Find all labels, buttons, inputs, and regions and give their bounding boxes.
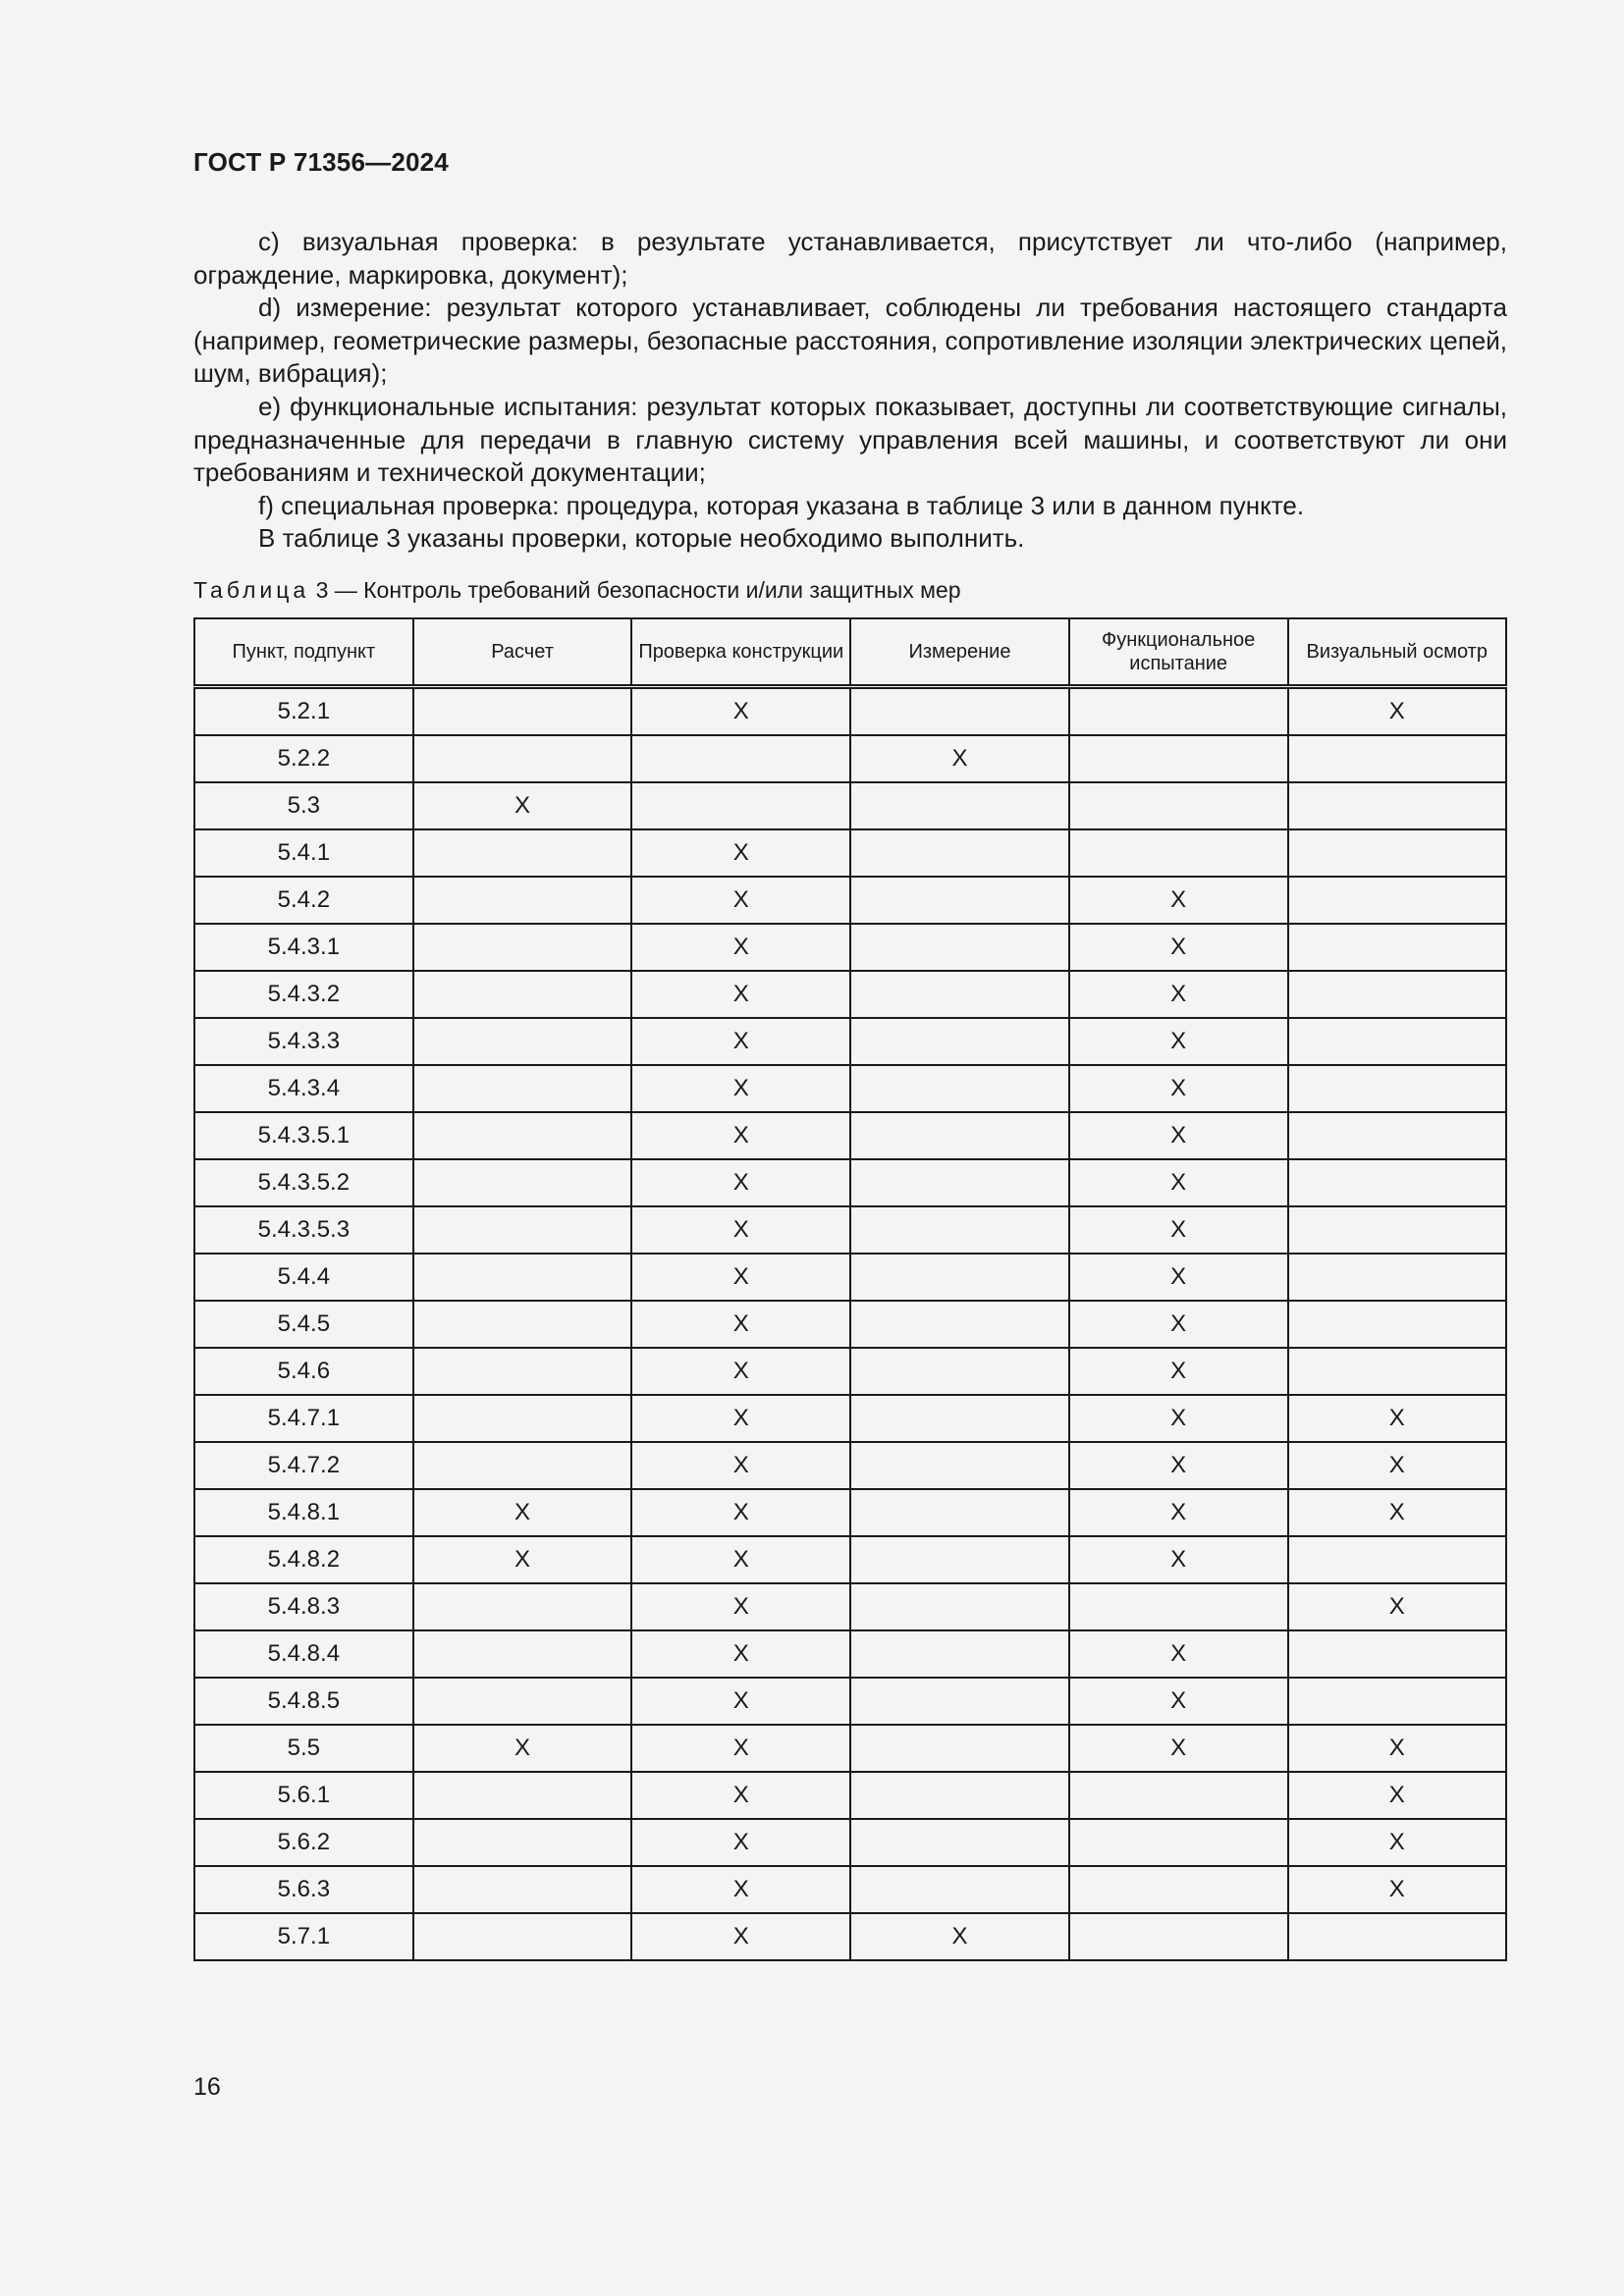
table-row [194, 1254, 1506, 1301]
cell-visual-inspection [1288, 1112, 1506, 1159]
cell-visual-inspection: X [1288, 1442, 1506, 1489]
cell-functional-test: X [1069, 877, 1288, 924]
cell-measurement [850, 782, 1069, 829]
cell-calculation [413, 1866, 632, 1913]
cell-functional-test: X [1069, 1395, 1288, 1442]
cell-clause: 5.4.3.5.1 [194, 1112, 413, 1159]
cell-design-check: X [631, 1630, 850, 1678]
table-row [194, 971, 1506, 1018]
cell-design-check: X [631, 1254, 850, 1301]
cell-clause: 5.4.3.5.3 [194, 1206, 413, 1254]
table-row [194, 1489, 1506, 1536]
cell-visual-inspection [1288, 1206, 1506, 1254]
cell-clause: 5.7.1 [194, 1913, 413, 1960]
cell-measurement [850, 1112, 1069, 1159]
cell-clause: 5.6.1 [194, 1772, 413, 1819]
cell-visual-inspection: X [1288, 687, 1506, 736]
cell-calculation [413, 687, 632, 736]
cell-measurement [850, 1442, 1069, 1489]
cell-functional-test [1069, 735, 1288, 782]
cell-visual-inspection: X [1288, 1866, 1506, 1913]
cell-design-check: X [631, 1018, 850, 1065]
cell-functional-test: X [1069, 1630, 1288, 1678]
cell-calculation [413, 1254, 632, 1301]
paragraph-c: c) визуальная проверка: в результате устанавливается, присутствует ли что-либо (например, ограждение, маркировка, документ); [193, 227, 1507, 290]
cell-calculation [413, 735, 632, 782]
cell-clause: 5.4.8.1 [194, 1489, 413, 1536]
cell-calculation [413, 971, 632, 1018]
cell-measurement [850, 1819, 1069, 1866]
cell-visual-inspection [1288, 1159, 1506, 1206]
cell-calculation: X [413, 1536, 632, 1583]
cell-functional-test: X [1069, 1678, 1288, 1725]
cell-clause: 5.4.3.2 [194, 971, 413, 1018]
cell-functional-test: X [1069, 1536, 1288, 1583]
cell-measurement [850, 1254, 1069, 1301]
cell-measurement [850, 1725, 1069, 1772]
cell-measurement [850, 1018, 1069, 1065]
cell-calculation: X [413, 782, 632, 829]
cell-measurement [850, 1583, 1069, 1630]
cell-design-check: X [631, 1536, 850, 1583]
cell-functional-test: X [1069, 1159, 1288, 1206]
table-caption-word: Таблица [193, 577, 310, 603]
cell-calculation [413, 1301, 632, 1348]
cell-design-check: X [631, 687, 850, 736]
cell-measurement [850, 1489, 1069, 1536]
table-row [194, 1772, 1506, 1819]
cell-clause: 5.6.2 [194, 1819, 413, 1866]
cell-functional-test [1069, 782, 1288, 829]
table-row [194, 1065, 1506, 1112]
cell-measurement [850, 1301, 1069, 1348]
cell-functional-test [1069, 1819, 1288, 1866]
cell-design-check: X [631, 1065, 850, 1112]
cell-functional-test: X [1069, 1489, 1288, 1536]
cell-design-check: X [631, 1442, 850, 1489]
cell-clause: 5.2.1 [194, 687, 413, 736]
cell-visual-inspection: X [1288, 1395, 1506, 1442]
page-number: 16 [193, 2073, 221, 2101]
cell-calculation [413, 1206, 632, 1254]
cell-measurement [850, 687, 1069, 736]
table-row [194, 687, 1506, 736]
table-row [194, 1536, 1506, 1583]
cell-calculation [413, 1348, 632, 1395]
cell-visual-inspection [1288, 877, 1506, 924]
cell-calculation [413, 1583, 632, 1630]
table-row [194, 924, 1506, 971]
cell-calculation [413, 1018, 632, 1065]
cell-functional-test [1069, 829, 1288, 877]
cell-measurement [850, 1065, 1069, 1112]
requirements-table [193, 617, 1507, 1961]
cell-functional-test [1069, 1583, 1288, 1630]
cell-visual-inspection [1288, 1301, 1506, 1348]
cell-design-check: X [631, 1913, 850, 1960]
cell-visual-inspection [1288, 1254, 1506, 1301]
cell-visual-inspection [1288, 1065, 1506, 1112]
cell-clause: 5.6.3 [194, 1866, 413, 1913]
cell-measurement [850, 829, 1069, 877]
cell-functional-test: X [1069, 1206, 1288, 1254]
cell-measurement [850, 1536, 1069, 1583]
cell-calculation [413, 1678, 632, 1725]
cell-measurement: X [850, 735, 1069, 782]
cell-visual-inspection: X [1288, 1489, 1506, 1536]
cell-design-check: X [631, 1112, 850, 1159]
cell-calculation [413, 1112, 632, 1159]
paragraph-d: d) измерение: результат которого устанавливает, соблюдены ли требования настоящего стандарта (например, геометрические размеры, безопасные расстояния, сопротивление изоляции электрических цепей, шум, вибрация); [193, 293, 1507, 389]
table-caption [193, 575, 961, 605]
cell-calculation [413, 1065, 632, 1112]
header-clause: Пункт, подпункт [194, 618, 413, 687]
cell-clause: 5.4.8.2 [194, 1536, 413, 1583]
cell-visual-inspection [1288, 782, 1506, 829]
cell-calculation [413, 1442, 632, 1489]
cell-design-check: X [631, 1772, 850, 1819]
table-row [194, 1112, 1506, 1159]
cell-functional-test: X [1069, 924, 1288, 971]
cell-clause: 5.3 [194, 782, 413, 829]
cell-calculation [413, 1913, 632, 1960]
cell-design-check: X [631, 1583, 850, 1630]
cell-functional-test: X [1069, 971, 1288, 1018]
table-row [194, 1866, 1506, 1913]
cell-clause: 5.4.5 [194, 1301, 413, 1348]
cell-functional-test: X [1069, 1725, 1288, 1772]
cell-visual-inspection [1288, 971, 1506, 1018]
cell-design-check [631, 782, 850, 829]
cell-measurement [850, 1348, 1069, 1395]
cell-functional-test [1069, 1913, 1288, 1960]
cell-design-check: X [631, 829, 850, 877]
cell-clause: 5.2.2 [194, 735, 413, 782]
cell-visual-inspection: X [1288, 1725, 1506, 1772]
cell-visual-inspection [1288, 735, 1506, 782]
table-row [194, 1159, 1506, 1206]
cell-visual-inspection [1288, 1630, 1506, 1678]
table-row [194, 1913, 1506, 1960]
cell-functional-test: X [1069, 1018, 1288, 1065]
cell-visual-inspection [1288, 1018, 1506, 1065]
header-functional-test: Функциональное испытание [1069, 618, 1288, 687]
table-row [194, 1348, 1506, 1395]
cell-visual-inspection [1288, 1678, 1506, 1725]
table-caption-text: 3 — Контроль требований безопасности и/или защитных мер [315, 577, 961, 603]
cell-design-check: X [631, 877, 850, 924]
cell-calculation [413, 829, 632, 877]
cell-functional-test: X [1069, 1254, 1288, 1301]
cell-functional-test [1069, 1866, 1288, 1913]
cell-calculation [413, 1159, 632, 1206]
table-row [194, 1206, 1506, 1254]
cell-functional-test: X [1069, 1301, 1288, 1348]
table-row [194, 1630, 1506, 1678]
cell-design-check: X [631, 1206, 850, 1254]
cell-calculation [413, 1772, 632, 1819]
cell-clause: 5.4.2 [194, 877, 413, 924]
cell-functional-test [1069, 687, 1288, 736]
cell-measurement [850, 1866, 1069, 1913]
cell-calculation [413, 924, 632, 971]
cell-measurement [850, 1630, 1069, 1678]
cell-visual-inspection [1288, 1913, 1506, 1960]
table-header-row [194, 618, 1506, 687]
cell-measurement [850, 1678, 1069, 1725]
cell-clause: 5.4.8.5 [194, 1678, 413, 1725]
cell-clause: 5.4.3.3 [194, 1018, 413, 1065]
cell-design-check [631, 735, 850, 782]
cell-functional-test: X [1069, 1348, 1288, 1395]
cell-clause: 5.4.7.2 [194, 1442, 413, 1489]
cell-clause: 5.4.1 [194, 829, 413, 877]
header-calculation: Расчет [413, 618, 632, 687]
header-design-check: Проверка конструкции [631, 618, 850, 687]
cell-design-check: X [631, 1159, 850, 1206]
table-row [194, 1583, 1506, 1630]
table-row [194, 1678, 1506, 1725]
cell-calculation [413, 1630, 632, 1678]
cell-clause: 5.4.3.1 [194, 924, 413, 971]
table-row [194, 1819, 1506, 1866]
cell-measurement [850, 924, 1069, 971]
cell-visual-inspection: X [1288, 1583, 1506, 1630]
cell-clause: 5.4.4 [194, 1254, 413, 1301]
cell-clause: 5.4.8.3 [194, 1583, 413, 1630]
cell-calculation [413, 877, 632, 924]
cell-design-check: X [631, 1301, 850, 1348]
table-row [194, 1395, 1506, 1442]
header-visual-inspection: Визуальный осмотр [1288, 618, 1506, 687]
cell-measurement [850, 1772, 1069, 1819]
cell-design-check: X [631, 1395, 850, 1442]
cell-functional-test [1069, 1772, 1288, 1819]
cell-calculation: X [413, 1489, 632, 1536]
cell-visual-inspection: X [1288, 1772, 1506, 1819]
cell-clause: 5.4.6 [194, 1348, 413, 1395]
paragraph-e: e) функциональные испытания: результат которых показывает, доступны ли соответствующие сигналы, предназначенные для передачи в главную систему управления всей машины, и соответствуют ли они требованиям и технической документации; [193, 391, 1507, 488]
cell-clause: 5.4.3.4 [194, 1065, 413, 1112]
cell-design-check: X [631, 1725, 850, 1772]
cell-calculation: X [413, 1725, 632, 1772]
paragraph-table-ref: В таблице 3 указаны проверки, которые необходимо выполнить. [258, 523, 1025, 554]
document-header: ГОСТ Р 71356—2024 [193, 147, 449, 177]
cell-design-check: X [631, 1819, 850, 1866]
cell-calculation [413, 1395, 632, 1442]
cell-measurement [850, 877, 1069, 924]
cell-visual-inspection [1288, 829, 1506, 877]
table-row [194, 1301, 1506, 1348]
cell-visual-inspection [1288, 924, 1506, 971]
cell-visual-inspection: X [1288, 1819, 1506, 1866]
table-row [194, 735, 1506, 782]
header-measurement: Измерение [850, 618, 1069, 687]
table-row [194, 829, 1506, 877]
cell-design-check: X [631, 1866, 850, 1913]
cell-measurement [850, 1395, 1069, 1442]
paragraph-f: f) специальная проверка: процедура, которая указана в таблице 3 или в данном пункте. [258, 490, 1305, 520]
cell-visual-inspection [1288, 1536, 1506, 1583]
cell-design-check: X [631, 971, 850, 1018]
cell-measurement [850, 1206, 1069, 1254]
cell-functional-test: X [1069, 1112, 1288, 1159]
cell-functional-test: X [1069, 1065, 1288, 1112]
cell-measurement: X [850, 1913, 1069, 1960]
table-row [194, 782, 1506, 829]
body-text [193, 226, 1507, 556]
table-row [194, 877, 1506, 924]
cell-design-check: X [631, 1348, 850, 1395]
cell-design-check: X [631, 924, 850, 971]
cell-clause: 5.4.8.4 [194, 1630, 413, 1678]
cell-calculation [413, 1819, 632, 1866]
table-body [194, 687, 1506, 1961]
table-row [194, 1018, 1506, 1065]
cell-design-check: X [631, 1489, 850, 1536]
table-row [194, 1442, 1506, 1489]
cell-functional-test: X [1069, 1442, 1288, 1489]
cell-clause: 5.4.3.5.2 [194, 1159, 413, 1206]
cell-measurement [850, 971, 1069, 1018]
cell-clause: 5.5 [194, 1725, 413, 1772]
cell-visual-inspection [1288, 1348, 1506, 1395]
table-row [194, 1725, 1506, 1772]
cell-measurement [850, 1159, 1069, 1206]
cell-design-check: X [631, 1678, 850, 1725]
cell-clause: 5.4.7.1 [194, 1395, 413, 1442]
